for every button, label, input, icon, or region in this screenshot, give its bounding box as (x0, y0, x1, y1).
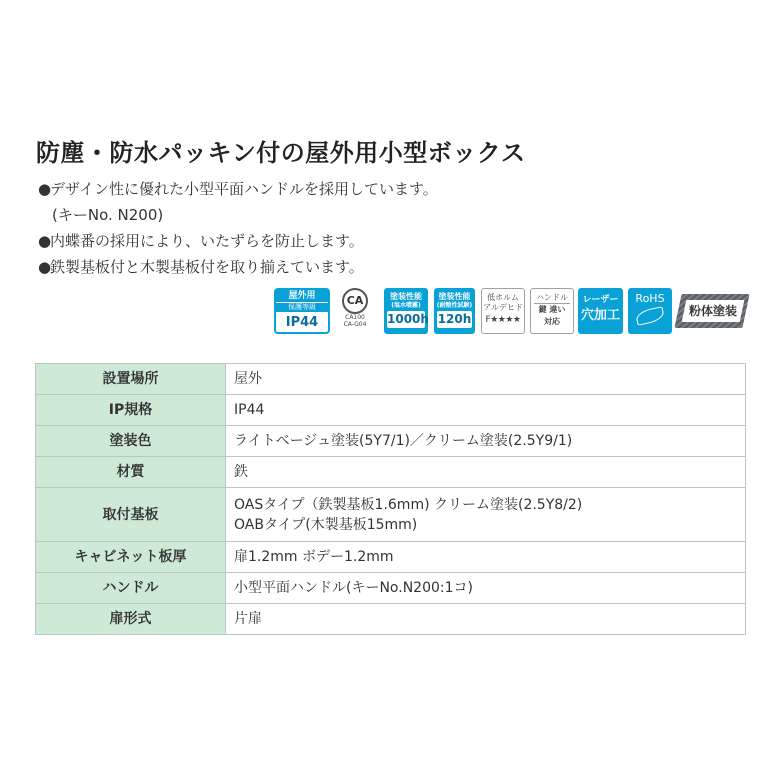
bullet-icon: ● (38, 232, 52, 250)
badge-sublabel: (塩水噴霧) (391, 302, 421, 309)
table-row (36, 426, 746, 457)
feature-item (38, 254, 438, 280)
page-title: 防塵・防水パッキン付の屋外用小型ボックス (36, 139, 526, 167)
ca-mark-badge (340, 288, 370, 334)
feature-text: 内蝶番の採用により、いたずらを防止します。 (50, 232, 364, 250)
spec-label: キャビネット板厚 (36, 542, 226, 573)
ip-badge-top: 屋外用 (276, 290, 328, 302)
spec-value: 屋外 (226, 364, 746, 395)
badge-value: 120h (437, 312, 472, 326)
spec-value: ライトベージュ塗装(5Y7/1)／クリーム塗装(2.5Y9/1) (226, 426, 746, 457)
spec-value (226, 488, 746, 542)
leaf-icon (635, 306, 665, 326)
badge-label: RoHS (635, 292, 665, 305)
spec-label: 扉形式 (36, 604, 226, 635)
badge-label: 粉体塗装 (688, 304, 737, 318)
table-row (36, 604, 746, 635)
bullet-icon: ● (38, 180, 52, 198)
spec-value: 小型平面ハンドル(キーNo.N200:1コ) (226, 573, 746, 604)
table-row (36, 542, 746, 573)
badge-sublabel: (耐酸性試験) (436, 302, 473, 309)
badge-line: 低ホルム (487, 293, 519, 302)
rohs-badge (628, 288, 672, 334)
table-row (36, 488, 746, 542)
spec-label: 材質 (36, 457, 226, 488)
powder-coating-badge (678, 294, 746, 328)
table-row (36, 364, 746, 395)
ip-badge-mid: 保護等級 (276, 302, 328, 312)
spec-label: 塗装色 (36, 426, 226, 457)
ip44-badge (274, 288, 330, 334)
spec-value: IP44 (226, 395, 746, 426)
star-rating: F★★★★ (485, 315, 521, 325)
badge-line: レーザー (582, 295, 619, 305)
spec-value: 鉄 (226, 457, 746, 488)
bullet-icon: ● (38, 258, 52, 276)
low-formaldehyde-badge (481, 288, 525, 334)
badge-line: アルデヒド (483, 303, 523, 312)
badge-value: 1000h (387, 312, 429, 326)
spec-value-line: OABタイプ(木製基板15mm) (234, 516, 418, 533)
feature-item (38, 228, 438, 254)
badge-label-box (682, 300, 745, 322)
table-row (36, 457, 746, 488)
spec-value-line: OASタイプ（鉄製基板1.6mm) クリーム塗装(2.5Y8/2) (234, 496, 583, 513)
ca-code: CA100 (345, 314, 365, 321)
feature-list (38, 176, 438, 280)
paint-1000h-badge (384, 288, 428, 334)
spec-table (35, 363, 746, 635)
badge-label: 塗装性能 (390, 292, 422, 301)
badge-line: 対応 (544, 317, 560, 326)
badge-line: 鍵 違い (538, 305, 566, 314)
table-row (36, 573, 746, 604)
badge-label: 塗装性能 (438, 292, 471, 301)
badge-line: 穴加工 (580, 308, 620, 323)
spec-label: ハンドル (36, 573, 226, 604)
ca-mark-icon: CA (342, 288, 368, 314)
spec-label: 取付基板 (36, 488, 226, 542)
feature-text: デザイン性に優れた小型平面ハンドルを採用しています。 (50, 180, 438, 198)
ca-code: CA-G04 (343, 321, 367, 328)
feature-item (38, 176, 438, 202)
badge-line: ハンドル (534, 289, 570, 304)
spec-label: 設置場所 (36, 364, 226, 395)
feature-item (38, 202, 438, 228)
handle-key-badge (530, 288, 574, 334)
table-row (36, 395, 746, 426)
laser-hole-badge (578, 288, 623, 334)
spec-label: IP規格 (36, 395, 226, 426)
spec-value: 片扉 (226, 604, 746, 635)
feature-text: 鉄製基板付と木製基板付を取り揃えています。 (50, 258, 364, 276)
spec-value: 扉1.2mm ボデー1.2mm (226, 542, 746, 573)
paint-120h-badge (434, 288, 475, 334)
ip-badge-value: IP44 (285, 315, 319, 330)
feature-badges (274, 288, 746, 336)
feature-text: (キーNo. N200) (52, 206, 164, 224)
